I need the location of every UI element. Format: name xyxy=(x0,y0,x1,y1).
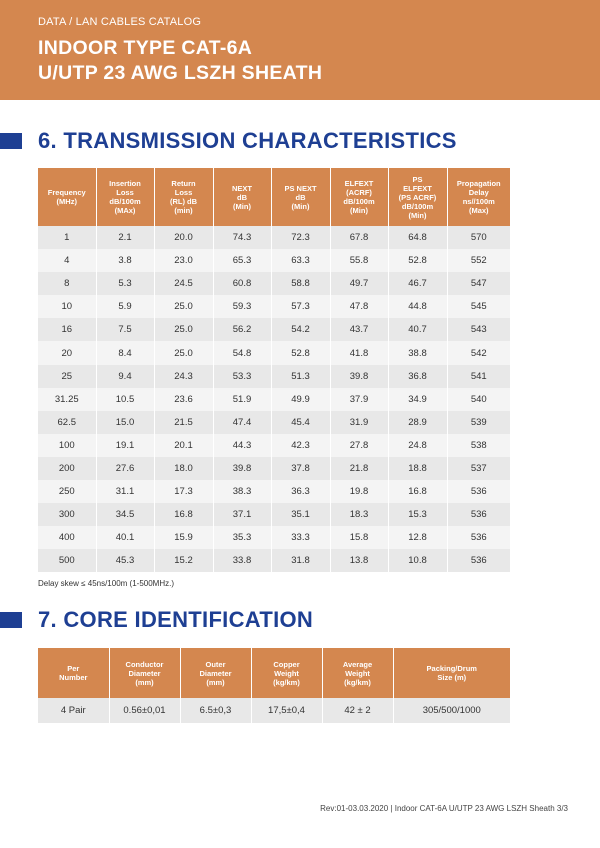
table-cell: 44.8 xyxy=(388,295,447,318)
table-cell: 37.9 xyxy=(330,388,388,411)
table-cell: 10 xyxy=(38,295,96,318)
table-cell: 18.3 xyxy=(330,503,388,526)
table-cell: 53.3 xyxy=(213,365,271,388)
table-cell: 15.8 xyxy=(330,526,388,549)
table-cell: 16.8 xyxy=(388,480,447,503)
column-header xyxy=(38,168,96,226)
table-row xyxy=(38,341,510,364)
table-cell: 570 xyxy=(447,226,510,249)
column-header xyxy=(154,168,213,226)
column-header-line: Packing/Drum xyxy=(426,664,477,673)
column-header-line: ns//100m xyxy=(462,197,495,206)
table-cell: 18.0 xyxy=(154,457,213,480)
table-cell: 7.5 xyxy=(96,318,154,341)
table-cell: 21.8 xyxy=(330,457,388,480)
table-cell: 52.8 xyxy=(271,341,330,364)
table-cell: 20.1 xyxy=(154,434,213,457)
table-cell: 67.8 xyxy=(330,226,388,249)
column-header-line: ELFEXT xyxy=(344,179,374,188)
table-cell: 65.3 xyxy=(213,249,271,272)
column-header xyxy=(271,168,330,226)
table-cell: 72.3 xyxy=(271,226,330,249)
table-cell: 27.8 xyxy=(330,434,388,457)
table-cell: 57.3 xyxy=(271,295,330,318)
table-row xyxy=(38,272,510,295)
table-cell: 18.8 xyxy=(388,457,447,480)
table-row xyxy=(38,457,510,480)
table-cell: 20.0 xyxy=(154,226,213,249)
footer-revision: Rev:01-03.03.2020 | Indoor CAT-6A U/UTP 23 AWG LSZH Sheath 3/3 xyxy=(320,804,568,813)
column-header-line: Size (m) xyxy=(437,673,467,682)
table-cell: 60.8 xyxy=(213,272,271,295)
table-row xyxy=(38,411,510,434)
column-header-line: Weight xyxy=(274,668,299,678)
column-header-line: (Min) xyxy=(408,210,427,220)
column-header-line: Frequency xyxy=(47,188,86,197)
column-header xyxy=(38,648,109,698)
table-cell: 34.5 xyxy=(96,503,154,526)
column-header-line: (mm) xyxy=(135,677,154,687)
table-row xyxy=(38,503,510,526)
table-cell: 24.8 xyxy=(388,434,447,457)
table-cell: 25.0 xyxy=(154,318,213,341)
table-cell: 51.3 xyxy=(271,365,330,388)
column-header xyxy=(447,168,510,226)
table-cell: 6.5±0,3 xyxy=(180,698,251,723)
table-cell: 537 xyxy=(447,457,510,480)
table-cell: 74.3 xyxy=(213,226,271,249)
table-cell: 8 xyxy=(38,272,96,295)
table-cell: 15.2 xyxy=(154,549,213,572)
column-header-line: (MHz) xyxy=(56,197,77,206)
column-header-line: PS NEXT xyxy=(284,183,317,193)
column-header xyxy=(388,168,447,226)
table-cell: 12.8 xyxy=(388,526,447,549)
column-header xyxy=(330,168,388,226)
column-header xyxy=(251,648,322,698)
delay-skew-note: Delay skew ≤ 45ns/100m (1-500MHz.) xyxy=(38,579,174,588)
table-cell: 200 xyxy=(38,457,96,480)
column-header-line: (PS ACRF) xyxy=(398,192,437,202)
table-cell: 500 xyxy=(38,549,96,572)
section-marker xyxy=(0,133,22,149)
header-banner xyxy=(0,0,600,100)
table-cell: 23.0 xyxy=(154,249,213,272)
table-cell: 49.9 xyxy=(271,388,330,411)
table-cell: 536 xyxy=(447,503,510,526)
table-cell: 540 xyxy=(447,388,510,411)
table-cell: 10.8 xyxy=(388,549,447,572)
table-cell: 31.1 xyxy=(96,480,154,503)
table-cell: 541 xyxy=(447,365,510,388)
table-cell: 52.8 xyxy=(388,249,447,272)
table-cell: 31.8 xyxy=(271,549,330,572)
column-header xyxy=(393,648,510,698)
table-cell: 47.8 xyxy=(330,295,388,318)
column-header-line: Loss xyxy=(116,188,134,197)
table-cell: 3.8 xyxy=(96,249,154,272)
table-cell: 45.3 xyxy=(96,549,154,572)
table-cell: 59.3 xyxy=(213,295,271,318)
table-cell: 5.9 xyxy=(96,295,154,318)
table-cell: 15.3 xyxy=(388,503,447,526)
table-row xyxy=(38,249,510,272)
column-header-line: Weight xyxy=(345,668,370,678)
table-cell: 39.8 xyxy=(330,365,388,388)
table-cell: 20 xyxy=(38,341,96,364)
table-cell: 15.9 xyxy=(154,526,213,549)
table-cell: 19.8 xyxy=(330,480,388,503)
table-cell: 542 xyxy=(447,341,510,364)
table-cell: 64.8 xyxy=(388,226,447,249)
core-identification-table xyxy=(38,648,510,723)
column-header-line: Number xyxy=(59,673,88,682)
column-header-line: Outer xyxy=(205,659,226,669)
column-header-line: Return xyxy=(171,179,196,188)
table-cell: 21.5 xyxy=(154,411,213,434)
table-cell: 35.3 xyxy=(213,526,271,549)
column-header-line: Insertion xyxy=(109,179,141,188)
page-title xyxy=(38,36,322,86)
section-7-heading xyxy=(0,605,600,635)
table-row xyxy=(38,318,510,341)
table-cell: 58.8 xyxy=(271,272,330,295)
table-cell: 4 Pair xyxy=(38,698,109,723)
table-cell: 54.8 xyxy=(213,341,271,364)
table-cell: 62.5 xyxy=(38,411,96,434)
table-cell: 37.1 xyxy=(213,503,271,526)
column-header-line: dB xyxy=(237,192,247,202)
title-line-1: INDOOR TYPE CAT-6A xyxy=(38,37,253,59)
table-cell: 10.5 xyxy=(96,388,154,411)
table-cell: 23.6 xyxy=(154,388,213,411)
catalog-kicker: DATA / LAN CABLES CATALOG xyxy=(38,16,202,28)
column-header xyxy=(322,648,393,698)
table-cell: 36.8 xyxy=(388,365,447,388)
table-cell: 45.4 xyxy=(271,411,330,434)
column-header-line: dB xyxy=(295,192,306,202)
table-row xyxy=(38,365,510,388)
table-cell: 305/500/1000 xyxy=(393,698,510,723)
table-header-row xyxy=(38,168,510,226)
column-header-line: Loss xyxy=(174,188,193,197)
table-cell: 17,5±0,4 xyxy=(251,698,322,723)
table-cell: 2.1 xyxy=(96,226,154,249)
column-header-line: dB/100m xyxy=(401,201,434,211)
column-header-line: Conductor xyxy=(125,659,164,669)
column-header-line: Diameter xyxy=(128,668,161,678)
table-cell: 47.4 xyxy=(213,411,271,434)
table-cell: 1 xyxy=(38,226,96,249)
column-header-line: dB/100m xyxy=(343,197,375,206)
column-header xyxy=(96,168,154,226)
table-cell: 547 xyxy=(447,272,510,295)
table-cell: 34.9 xyxy=(388,388,447,411)
table-cell: 37.8 xyxy=(271,457,330,480)
table-cell: 39.8 xyxy=(213,457,271,480)
table-cell: 31.9 xyxy=(330,411,388,434)
table-cell: 43.7 xyxy=(330,318,388,341)
table-cell: 5.3 xyxy=(96,272,154,295)
table-cell: 24.5 xyxy=(154,272,213,295)
table-cell: 9.4 xyxy=(96,365,154,388)
table-cell: 17.3 xyxy=(154,480,213,503)
table-cell: 16.8 xyxy=(154,503,213,526)
table-row xyxy=(38,434,510,457)
table-cell: 8.4 xyxy=(96,341,154,364)
table-row xyxy=(38,295,510,318)
section-7-title: 7. CORE IDENTIFICATION xyxy=(38,607,314,632)
section-6-title: 6. TRANSMISSION CHARACTERISTICS xyxy=(38,128,457,153)
column-header-line: (Min) xyxy=(350,206,368,215)
table-row xyxy=(38,388,510,411)
table-header-row xyxy=(38,648,510,698)
column-header xyxy=(213,168,271,226)
table-cell: 536 xyxy=(447,526,510,549)
table-cell: 36.3 xyxy=(271,480,330,503)
table-cell: 19.1 xyxy=(96,434,154,457)
column-header-line: (ACRF) xyxy=(346,188,372,197)
table-cell: 42.3 xyxy=(271,434,330,457)
column-header-line: ELFEXT xyxy=(403,183,432,193)
column-header-line: (mm) xyxy=(206,677,225,687)
table-cell: 250 xyxy=(38,480,96,503)
column-header-line: (Max) xyxy=(468,206,489,215)
section-6-heading xyxy=(0,126,600,156)
column-header-line: (kg/km) xyxy=(344,677,371,687)
column-header xyxy=(109,648,180,698)
column-header-line: PS xyxy=(412,174,423,184)
table-cell: 38.3 xyxy=(213,480,271,503)
table-cell: 538 xyxy=(447,434,510,457)
column-header-line: Diameter xyxy=(199,668,232,678)
table-cell: 40.7 xyxy=(388,318,447,341)
table-row xyxy=(38,549,510,572)
table-cell: 42 ± 2 xyxy=(322,698,393,723)
table-cell: 63.3 xyxy=(271,249,330,272)
section-marker xyxy=(0,612,22,628)
table-cell: 400 xyxy=(38,526,96,549)
table-cell: 56.2 xyxy=(213,318,271,341)
table-cell: 35.1 xyxy=(271,503,330,526)
table-cell: 25.0 xyxy=(154,295,213,318)
table-cell: 27.6 xyxy=(96,457,154,480)
table-cell: 539 xyxy=(447,411,510,434)
table-cell: 25.0 xyxy=(154,341,213,364)
column-header-line: (Min) xyxy=(233,201,251,211)
table-cell: 300 xyxy=(38,503,96,526)
column-header-line: Propagation xyxy=(456,179,501,188)
table-cell: 13.8 xyxy=(330,549,388,572)
table-cell: 49.7 xyxy=(330,272,388,295)
table-cell: 31.25 xyxy=(38,388,96,411)
table-cell: 44.3 xyxy=(213,434,271,457)
column-header-line: Average xyxy=(342,659,373,669)
table-cell: 100 xyxy=(38,434,96,457)
table-row xyxy=(38,226,510,249)
table-cell: 0.56±0,01 xyxy=(109,698,180,723)
table-cell: 15.0 xyxy=(96,411,154,434)
table-cell: 40.1 xyxy=(96,526,154,549)
title-line-2: U/UTP 23 AWG LSZH SHEATH xyxy=(38,62,323,84)
column-header-line: Copper xyxy=(273,659,300,669)
column-header-line: dB/100m xyxy=(109,197,141,206)
column-header-line: (Min) xyxy=(291,201,310,211)
table-cell: 25 xyxy=(38,365,96,388)
table-cell: 24.3 xyxy=(154,365,213,388)
column-header-line: (MAx) xyxy=(114,206,136,215)
column-header xyxy=(180,648,251,698)
table-cell: 552 xyxy=(447,249,510,272)
table-cell: 536 xyxy=(447,480,510,503)
transmission-table xyxy=(38,168,510,572)
column-header-line: NEXT xyxy=(231,183,252,193)
table-cell: 28.9 xyxy=(388,411,447,434)
table-cell: 4 xyxy=(38,249,96,272)
table-cell: 46.7 xyxy=(388,272,447,295)
column-header-line: Delay xyxy=(468,188,489,197)
table-cell: 51.9 xyxy=(213,388,271,411)
table-cell: 545 xyxy=(447,295,510,318)
table-row xyxy=(38,480,510,503)
table-cell: 16 xyxy=(38,318,96,341)
column-header-line: (min) xyxy=(174,206,193,215)
table-cell: 41.8 xyxy=(330,341,388,364)
table-cell: 33.3 xyxy=(271,526,330,549)
column-header-line: (kg/km) xyxy=(273,677,300,687)
table-cell: 38.8 xyxy=(388,341,447,364)
column-header-line: Per xyxy=(67,664,80,673)
table-cell: 33.8 xyxy=(213,549,271,572)
table-cell: 54.2 xyxy=(271,318,330,341)
table-row xyxy=(38,698,510,723)
table-row xyxy=(38,526,510,549)
table-cell: 543 xyxy=(447,318,510,341)
table-cell: 55.8 xyxy=(330,249,388,272)
table-cell: 536 xyxy=(447,549,510,572)
column-header-line: (RL) dB xyxy=(169,197,198,206)
